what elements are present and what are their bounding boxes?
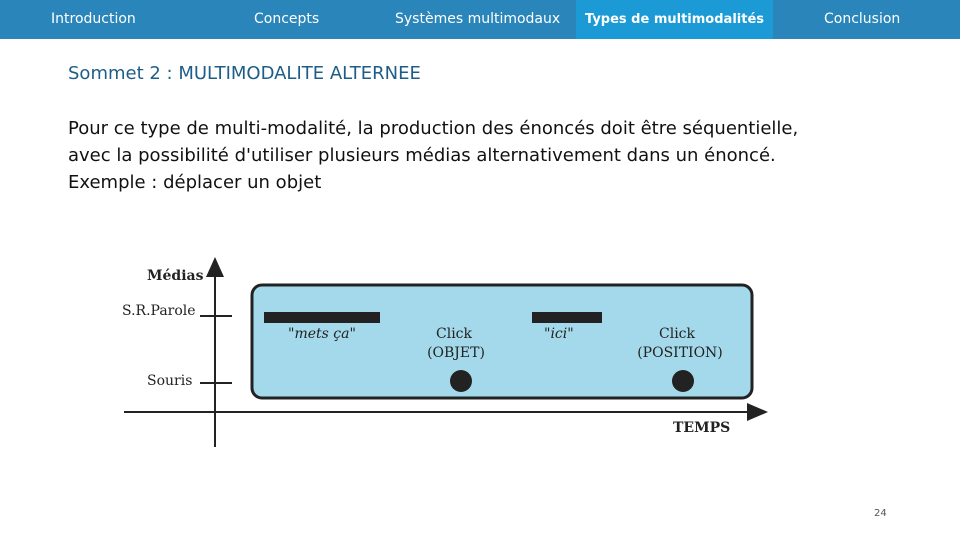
x-axis-label: TEMPS <box>673 420 731 436</box>
click-label-1-line2: (OBJET) <box>427 345 485 361</box>
nav-item-introduction[interactable]: Introduction <box>51 11 136 27</box>
speech-label-2: "ici" <box>544 326 574 342</box>
row-label-souris: Souris <box>147 373 193 389</box>
speech-bar-2 <box>532 312 602 323</box>
page-number: 24 <box>874 508 887 519</box>
nav-item-concepts[interactable]: Concepts <box>254 11 320 27</box>
click-label-1-line1: Click <box>436 326 472 342</box>
click-label-2-line1: Click <box>659 326 695 342</box>
top-navigation-bar <box>0 0 960 39</box>
click-label-2-line2: (POSITION) <box>637 345 723 361</box>
x-axis-arrow-icon <box>747 403 768 421</box>
click-dot-1 <box>450 370 472 392</box>
y-axis-label: Médias <box>147 268 204 284</box>
y-axis-arrow-icon <box>206 257 224 277</box>
speech-bar-1 <box>264 312 380 323</box>
click-dot-2 <box>672 370 694 392</box>
slide-body-text <box>68 115 828 196</box>
multimodality-timeline-diagram <box>110 245 780 455</box>
body-line-1: Pour ce type de multi-modalité, la production des énoncés doit être séquentielle, <box>68 118 799 139</box>
body-line-2: avec la possibilité d'utiliser plusieurs médias alternativement dans un énoncé. <box>68 145 776 166</box>
speech-label-1: "mets ça" <box>288 326 356 342</box>
nav-item-systemes-multimodaux[interactable]: Systèmes multimodaux <box>395 11 561 27</box>
nav-item-types-de-multimodalites[interactable]: Types de multimodalités <box>576 0 773 39</box>
row-label-parole: S.R.Parole <box>122 303 196 319</box>
nav-item-conclusion[interactable]: Conclusion <box>824 11 901 27</box>
slide-title: Sommet 2 : MULTIMODALITE ALTERNEE <box>68 63 421 84</box>
body-line-3: Exemple : déplacer un objet <box>68 172 322 193</box>
